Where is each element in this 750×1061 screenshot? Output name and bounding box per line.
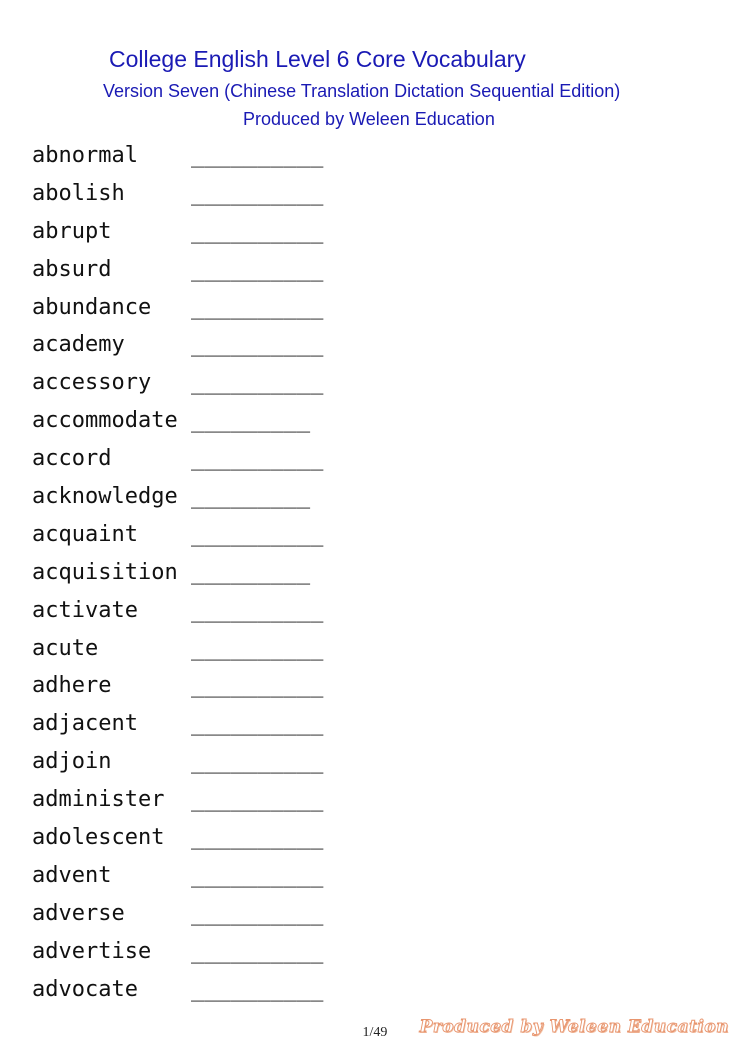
answer-blank: __________ <box>190 711 324 737</box>
vocab-row <box>32 596 323 634</box>
vocab-word: acquaint <box>32 521 191 547</box>
answer-blank: __________ <box>190 976 324 1002</box>
answer-blank: __________ <box>190 900 324 926</box>
answer-blank: __________ <box>190 446 324 472</box>
answer-blank: __________ <box>190 256 324 282</box>
vocab-word: acknowledge <box>32 484 191 510</box>
vocab-word: academy <box>32 332 191 358</box>
page-subtitle: Version Seven (Chinese Translation Dictation Sequential Edition) <box>103 81 621 101</box>
vocab-row <box>32 823 323 861</box>
answer-blank: __________ <box>190 143 324 168</box>
answer-blank: __________ <box>190 825 324 851</box>
vocab-row <box>32 558 323 596</box>
vocab-word: adjoin <box>32 749 191 775</box>
vocab-row <box>32 293 323 331</box>
answer-blank: __________ <box>190 521 324 547</box>
vocab-word: adhere <box>32 673 191 699</box>
vocab-row <box>32 937 323 975</box>
vocab-row <box>32 671 323 709</box>
vocab-word: absurd <box>32 256 191 282</box>
vocab-row <box>32 747 323 785</box>
vocab-row <box>32 406 323 444</box>
answer-blank: __________ <box>190 749 324 775</box>
answer-blank: __________ <box>190 332 324 358</box>
vocab-word: advent <box>32 862 191 888</box>
vocab-word: administer <box>32 787 191 813</box>
answer-blank: __________ <box>190 938 324 964</box>
vocab-word: adolescent <box>32 825 191 851</box>
vocab-row <box>32 179 323 217</box>
vocab-row <box>32 520 323 558</box>
answer-blank: __________ <box>190 370 324 396</box>
vocab-row <box>32 482 323 520</box>
answer-blank: __________ <box>190 635 324 661</box>
answer-blank: __________ <box>190 862 324 888</box>
vocab-word: abundance <box>32 294 191 320</box>
vocab-row <box>32 899 323 937</box>
answer-blank: _________ <box>190 408 311 434</box>
vocab-row <box>32 217 323 255</box>
vocab-word: abrupt <box>32 218 191 244</box>
vocab-word: acquisition <box>32 559 191 585</box>
answer-blank: __________ <box>190 294 324 320</box>
vocab-row <box>32 709 323 747</box>
answer-blank: __________ <box>190 180 324 206</box>
answer-blank: _________ <box>190 559 311 585</box>
vocabulary-list <box>32 141 323 1012</box>
vocab-row <box>32 255 323 293</box>
answer-blank: __________ <box>190 218 324 244</box>
vocab-word: abnormal <box>32 143 191 168</box>
vocab-word: adjacent <box>32 711 191 737</box>
vocab-word: acute <box>32 635 191 661</box>
page-title: College English Level 6 Core Vocabulary <box>109 46 526 72</box>
vocab-row <box>32 330 323 368</box>
vocab-word: advertise <box>32 938 191 964</box>
vocab-row <box>32 141 323 179</box>
answer-blank: __________ <box>190 673 324 699</box>
producer-line: Produced by Weleen Education <box>243 109 495 129</box>
vocab-word: activate <box>32 597 191 623</box>
vocab-word: accommodate <box>32 408 191 434</box>
vocab-word: accord <box>32 446 191 472</box>
vocab-row <box>32 861 323 899</box>
vocab-word: adverse <box>32 900 191 926</box>
watermark: Produced by Weleen Education <box>419 1017 729 1037</box>
vocab-row <box>32 975 323 1013</box>
answer-blank: __________ <box>190 787 324 813</box>
vocab-row <box>32 785 323 823</box>
answer-blank: __________ <box>190 597 324 623</box>
vocab-row <box>32 368 323 406</box>
vocab-word: accessory <box>32 370 191 396</box>
answer-blank: _________ <box>190 484 311 510</box>
page-number: 1/49 <box>362 1025 388 1040</box>
vocab-row <box>32 444 323 482</box>
vocab-word: abolish <box>32 180 191 206</box>
vocab-word: advocate <box>32 976 191 1002</box>
vocab-row <box>32 634 323 672</box>
